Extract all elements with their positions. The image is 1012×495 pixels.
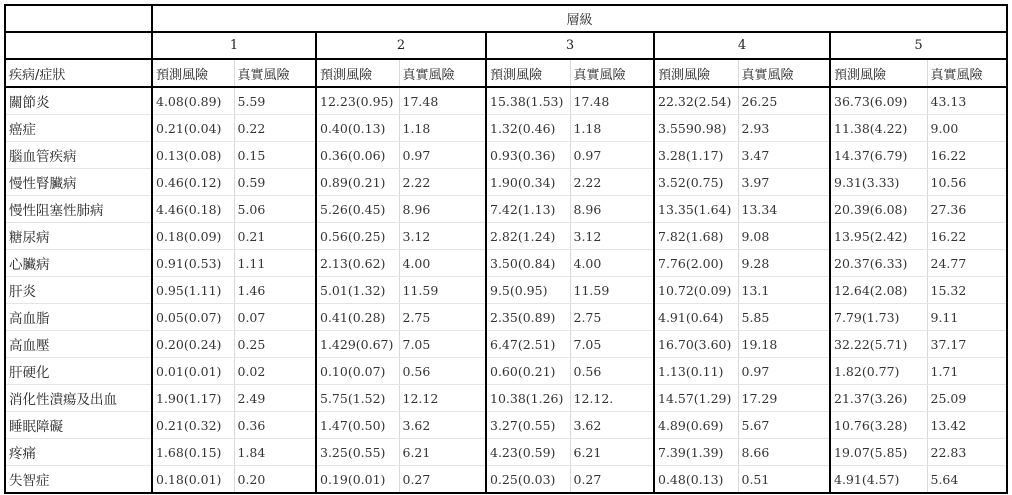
actual-risk-cell: 0.56	[570, 358, 654, 385]
actual-risk-cell: 9.11	[927, 304, 1007, 331]
predicted-risk-cell: 10.72(0.09)	[654, 277, 738, 304]
actual-risk-cell: 17.48	[399, 87, 486, 115]
predicted-risk-cell: 1.68(0.15)	[152, 439, 234, 466]
actual-risk-cell: 1.18	[570, 115, 654, 142]
actual-risk-cell: 19.18	[738, 331, 830, 358]
predicted-risk-cell: 14.57(1.29)	[654, 385, 738, 412]
table-row	[5, 385, 1007, 412]
predicted-risk-header: 預測風險	[486, 59, 570, 87]
actual-risk-cell: 0.15	[234, 142, 316, 169]
actual-risk-cell: 17.29	[738, 385, 830, 412]
predicted-risk-cell: 32.22(5.71)	[830, 331, 927, 358]
predicted-risk-cell: 0.13(0.08)	[152, 142, 234, 169]
disease-name-cell: 失智症	[5, 466, 152, 494]
actual-risk-cell: 0.97	[399, 142, 486, 169]
actual-risk-cell: 5.67	[738, 412, 830, 439]
predicted-risk-cell: 0.93(0.36)	[486, 142, 570, 169]
predicted-risk-cell: 0.95(1.11)	[152, 277, 234, 304]
predicted-risk-cell: 10.76(3.28)	[830, 412, 927, 439]
actual-risk-cell: 6.21	[570, 439, 654, 466]
predicted-risk-cell: 0.18(0.09)	[152, 223, 234, 250]
actual-risk-cell: 0.51	[738, 466, 830, 494]
actual-risk-cell: 0.97	[570, 142, 654, 169]
actual-risk-cell: 0.21	[234, 223, 316, 250]
predicted-risk-cell: 19.07(5.85)	[830, 439, 927, 466]
actual-risk-cell: 2.22	[399, 169, 486, 196]
disease-name-cell: 高血壓	[5, 331, 152, 358]
actual-risk-cell: 5.06	[234, 196, 316, 223]
actual-risk-cell: 2.49	[234, 385, 316, 412]
predicted-risk-cell: 2.13(0.62)	[316, 250, 399, 277]
actual-risk-cell: 4.00	[570, 250, 654, 277]
predicted-risk-cell: 12.23(0.95)	[316, 87, 399, 115]
table-row	[5, 277, 1007, 304]
actual-risk-cell: 0.25	[234, 331, 316, 358]
actual-risk-cell: 4.00	[399, 250, 486, 277]
predicted-risk-cell: 1.32(0.46)	[486, 115, 570, 142]
actual-risk-cell: 22.83	[927, 439, 1007, 466]
predicted-risk-cell: 7.76(2.00)	[654, 250, 738, 277]
disease-name-cell: 慢性阻塞性肺病	[5, 196, 152, 223]
predicted-risk-cell: 15.38(1.53)	[486, 87, 570, 115]
actual-risk-cell: 15.32	[927, 277, 1007, 304]
level-header-1: 1	[152, 32, 316, 59]
level-header-4: 4	[654, 32, 830, 59]
actual-risk-cell: 11.59	[399, 277, 486, 304]
actual-risk-cell: 13.1	[738, 277, 830, 304]
predicted-risk-cell: 0.36(0.06)	[316, 142, 399, 169]
actual-risk-cell: 0.59	[234, 169, 316, 196]
actual-risk-cell: 0.36	[234, 412, 316, 439]
level-header-5: 5	[830, 32, 1007, 59]
disease-name-cell: 關節炎	[5, 87, 152, 115]
predicted-risk-cell: 4.89(0.69)	[654, 412, 738, 439]
actual-risk-cell: 0.07	[234, 304, 316, 331]
level-header-3: 3	[486, 32, 654, 59]
level-header-2: 2	[316, 32, 486, 59]
disease-name-cell: 慢性腎臟病	[5, 169, 152, 196]
actual-risk-cell: 11.59	[570, 277, 654, 304]
predicted-risk-cell: 1.429(0.67)	[316, 331, 399, 358]
predicted-risk-cell: 0.20(0.24)	[152, 331, 234, 358]
actual-risk-cell: 13.34	[738, 196, 830, 223]
actual-risk-cell: 1.11	[234, 250, 316, 277]
predicted-risk-cell: 7.82(1.68)	[654, 223, 738, 250]
predicted-risk-cell: 0.01(0.01)	[152, 358, 234, 385]
predicted-risk-cell: 12.64(2.08)	[830, 277, 927, 304]
predicted-risk-cell: 5.75(1.52)	[316, 385, 399, 412]
predicted-risk-cell: 1.90(0.34)	[486, 169, 570, 196]
predicted-risk-cell: 0.60(0.21)	[486, 358, 570, 385]
disease-name-cell: 肝炎	[5, 277, 152, 304]
actual-risk-cell: 8.96	[570, 196, 654, 223]
actual-risk-cell: 17.48	[570, 87, 654, 115]
actual-risk-cell: 2.22	[570, 169, 654, 196]
actual-risk-cell: 5.59	[234, 87, 316, 115]
actual-risk-cell: 1.46	[234, 277, 316, 304]
table-row	[5, 439, 1007, 466]
predicted-risk-cell: 4.23(0.59)	[486, 439, 570, 466]
corner-cell-2	[5, 32, 152, 59]
actual-risk-cell: 26.25	[738, 87, 830, 115]
actual-risk-cell: 3.62	[399, 412, 486, 439]
predicted-risk-cell: 1.47(0.50)	[316, 412, 399, 439]
predicted-risk-cell: 2.82(1.24)	[486, 223, 570, 250]
disease-name-cell: 睡眠障礙	[5, 412, 152, 439]
disease-name-cell: 疼痛	[5, 439, 152, 466]
actual-risk-cell: 9.08	[738, 223, 830, 250]
predicted-risk-cell: 7.79(1.73)	[830, 304, 927, 331]
table-row	[5, 142, 1007, 169]
actual-risk-header: 真實風險	[399, 59, 486, 87]
predicted-risk-cell: 3.27(0.55)	[486, 412, 570, 439]
table-row	[5, 331, 1007, 358]
table-row	[5, 358, 1007, 385]
predicted-risk-cell: 3.50(0.84)	[486, 250, 570, 277]
actual-risk-cell: 5.64	[927, 466, 1007, 494]
predicted-risk-cell: 10.38(1.26)	[486, 385, 570, 412]
table-row	[5, 466, 1007, 494]
actual-risk-cell: 2.75	[570, 304, 654, 331]
actual-risk-cell: 6.21	[399, 439, 486, 466]
table-row	[5, 169, 1007, 196]
actual-risk-cell: 13.42	[927, 412, 1007, 439]
predicted-risk-cell: 3.5590.98)	[654, 115, 738, 142]
table-row	[5, 223, 1007, 250]
predicted-risk-cell: 0.05(0.07)	[152, 304, 234, 331]
actual-risk-cell: 25.09	[927, 385, 1007, 412]
predicted-risk-cell: 3.28(1.17)	[654, 142, 738, 169]
actual-risk-cell: 27.36	[927, 196, 1007, 223]
actual-risk-cell: 7.05	[399, 331, 486, 358]
actual-risk-cell: 1.71	[927, 358, 1007, 385]
risk-table	[4, 4, 1008, 494]
predicted-risk-header: 預測風險	[830, 59, 927, 87]
table-row	[5, 196, 1007, 223]
actual-risk-cell: 0.27	[399, 466, 486, 494]
actual-risk-cell: 3.12	[399, 223, 486, 250]
predicted-risk-cell: 36.73(6.09)	[830, 87, 927, 115]
predicted-risk-cell: 1.82(0.77)	[830, 358, 927, 385]
predicted-risk-cell: 5.01(1.32)	[316, 277, 399, 304]
predicted-risk-header: 預測風險	[654, 59, 738, 87]
actual-risk-cell: 9.28	[738, 250, 830, 277]
table-row	[5, 250, 1007, 277]
actual-risk-header: 真實風險	[738, 59, 830, 87]
actual-risk-cell: 0.97	[738, 358, 830, 385]
disease-name-cell: 消化性潰瘍及出血	[5, 385, 152, 412]
actual-risk-cell: 12.12.	[570, 385, 654, 412]
actual-risk-header: 真實風險	[927, 59, 1007, 87]
predicted-risk-cell: 4.08(0.89)	[152, 87, 234, 115]
level-group-title: 層級	[152, 5, 1007, 32]
actual-risk-cell: 8.66	[738, 439, 830, 466]
predicted-risk-cell: 0.21(0.04)	[152, 115, 234, 142]
predicted-risk-cell: 0.25(0.03)	[486, 466, 570, 494]
actual-risk-header: 真實風險	[234, 59, 316, 87]
predicted-risk-header: 預測風險	[316, 59, 399, 87]
actual-risk-cell: 5.85	[738, 304, 830, 331]
predicted-risk-cell: 14.37(6.79)	[830, 142, 927, 169]
disease-column-header: 疾病/症狀	[5, 59, 152, 87]
actual-risk-cell: 9.00	[927, 115, 1007, 142]
actual-risk-cell: 12.12	[399, 385, 486, 412]
predicted-risk-cell: 0.56(0.25)	[316, 223, 399, 250]
actual-risk-cell: 7.05	[570, 331, 654, 358]
predicted-risk-cell: 1.13(0.11)	[654, 358, 738, 385]
predicted-risk-cell: 0.19(0.01)	[316, 466, 399, 494]
actual-risk-cell: 1.18	[399, 115, 486, 142]
actual-risk-cell: 3.62	[570, 412, 654, 439]
disease-name-cell: 心臟病	[5, 250, 152, 277]
predicted-risk-cell: 4.91(0.64)	[654, 304, 738, 331]
predicted-risk-cell: 0.46(0.12)	[152, 169, 234, 196]
predicted-risk-cell: 9.31(3.33)	[830, 169, 927, 196]
disease-name-cell: 癌症	[5, 115, 152, 142]
predicted-risk-cell: 0.18(0.01)	[152, 466, 234, 494]
predicted-risk-cell: 0.91(0.53)	[152, 250, 234, 277]
predicted-risk-cell: 4.91(4.57)	[830, 466, 927, 494]
predicted-risk-cell: 13.35(1.64)	[654, 196, 738, 223]
disease-name-cell: 糖尿病	[5, 223, 152, 250]
predicted-risk-cell: 0.40(0.13)	[316, 115, 399, 142]
predicted-risk-cell: 0.21(0.32)	[152, 412, 234, 439]
actual-risk-cell: 16.22	[927, 142, 1007, 169]
predicted-risk-cell: 20.39(6.08)	[830, 196, 927, 223]
predicted-risk-cell: 0.10(0.07)	[316, 358, 399, 385]
table-row	[5, 304, 1007, 331]
table-row	[5, 115, 1007, 142]
actual-risk-cell: 16.22	[927, 223, 1007, 250]
predicted-risk-cell: 7.39(1.39)	[654, 439, 738, 466]
predicted-risk-cell: 1.90(1.17)	[152, 385, 234, 412]
actual-risk-cell: 3.12	[570, 223, 654, 250]
actual-risk-cell: 10.56	[927, 169, 1007, 196]
disease-name-cell: 肝硬化	[5, 358, 152, 385]
predicted-risk-cell: 9.5(0.95)	[486, 277, 570, 304]
actual-risk-cell: 2.93	[738, 115, 830, 142]
predicted-risk-cell: 0.41(0.28)	[316, 304, 399, 331]
predicted-risk-cell: 7.42(1.13)	[486, 196, 570, 223]
actual-risk-header: 真實風險	[570, 59, 654, 87]
predicted-risk-cell: 22.32(2.54)	[654, 87, 738, 115]
actual-risk-cell: 37.17	[927, 331, 1007, 358]
corner-cell	[5, 5, 152, 32]
actual-risk-cell: 0.02	[234, 358, 316, 385]
predicted-risk-cell: 13.95(2.42)	[830, 223, 927, 250]
predicted-risk-cell: 11.38(4.22)	[830, 115, 927, 142]
actual-risk-cell: 0.20	[234, 466, 316, 494]
actual-risk-cell: 0.27	[570, 466, 654, 494]
predicted-risk-header: 預測風險	[152, 59, 234, 87]
actual-risk-cell: 1.84	[234, 439, 316, 466]
table-row	[5, 87, 1007, 115]
predicted-risk-cell: 0.89(0.21)	[316, 169, 399, 196]
disease-name-cell: 腦血管疾病	[5, 142, 152, 169]
actual-risk-cell: 0.56	[399, 358, 486, 385]
actual-risk-cell: 0.22	[234, 115, 316, 142]
predicted-risk-cell: 2.35(0.89)	[486, 304, 570, 331]
predicted-risk-cell: 21.37(3.26)	[830, 385, 927, 412]
actual-risk-cell: 24.77	[927, 250, 1007, 277]
predicted-risk-cell: 6.47(2.51)	[486, 331, 570, 358]
actual-risk-cell: 8.96	[399, 196, 486, 223]
actual-risk-cell: 3.97	[738, 169, 830, 196]
actual-risk-cell: 3.47	[738, 142, 830, 169]
predicted-risk-cell: 20.37(6.33)	[830, 250, 927, 277]
predicted-risk-cell: 0.48(0.13)	[654, 466, 738, 494]
predicted-risk-cell: 3.52(0.75)	[654, 169, 738, 196]
predicted-risk-cell: 16.70(3.60)	[654, 331, 738, 358]
table-row	[5, 412, 1007, 439]
actual-risk-cell: 43.13	[927, 87, 1007, 115]
predicted-risk-cell: 3.25(0.55)	[316, 439, 399, 466]
disease-name-cell: 高血脂	[5, 304, 152, 331]
predicted-risk-cell: 5.26(0.45)	[316, 196, 399, 223]
predicted-risk-cell: 4.46(0.18)	[152, 196, 234, 223]
actual-risk-cell: 2.75	[399, 304, 486, 331]
